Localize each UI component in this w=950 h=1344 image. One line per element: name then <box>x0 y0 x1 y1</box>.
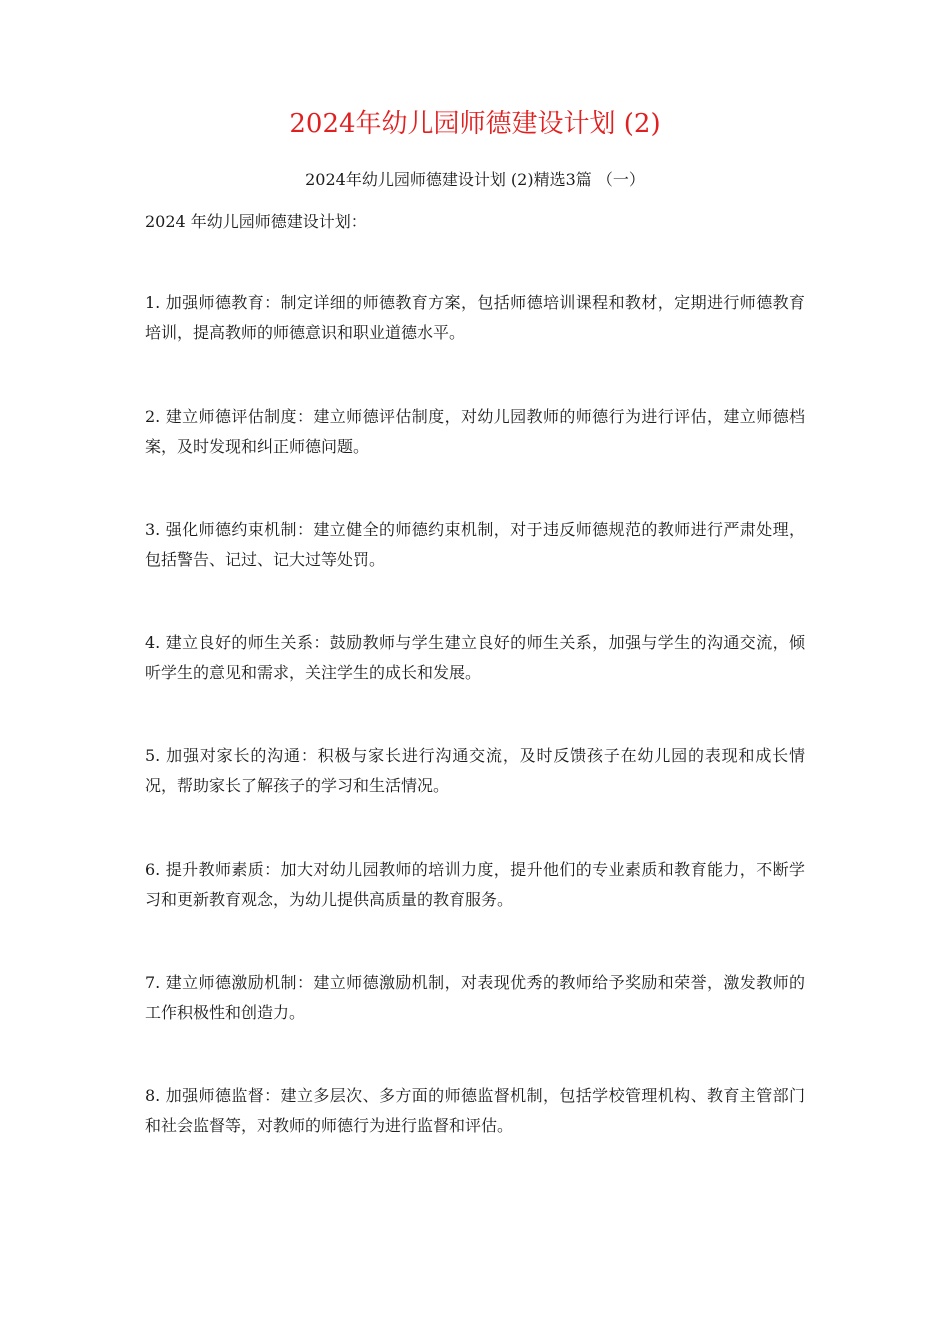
plan-item-1: 1. 加强师德教育：制定详细的师德教育方案，包括师德培训课程和教材，定期进行师德教育培训，提高教师的师德意识和职业道德水平。 <box>145 293 805 342</box>
document-title: 2024年幼儿园师德建设计划 (2) <box>289 109 661 139</box>
plan-item-5: 5. 加强对家长的沟通：积极与家长进行沟通交流，及时反馈孩子在幼儿园的表现和成长情况，帮助家长了解孩子的学习和生活情况。 <box>145 746 805 795</box>
plan-item-3: 3. 强化师德约束机制：建立健全的师德约束机制，对于违反师德规范的教师进行严肃处理，包括警告、记过、记大过等处罚。 <box>145 520 805 569</box>
plan-item-6: 6. 提升教师素质：加大对幼儿园教师的培训力度，提升他们的专业素质和教育能力，不断学习和更新教育观念，为幼儿提供高质量的教育服务。 <box>145 860 805 909</box>
plan-item-8: 8. 加强师德监督：建立多层次、多方面的师德监督机制，包括学校管理机构、教育主管部门和社会监督等，对教师的师德行为进行监督和评估。 <box>145 1086 805 1135</box>
plan-item-2: 2. 建立师德评估制度：建立师德评估制度，对幼儿园教师的师德行为进行评估，建立师德档案，及时发现和纠正师德问题。 <box>145 407 805 456</box>
plan-item-4: 4. 建立良好的师生关系：鼓励教师与学生建立良好的师生关系，加强与学生的沟通交流，倾听学生的意见和需求，关注学生的成长和发展。 <box>145 633 805 682</box>
document-subtitle: 2024年幼儿园师德建设计划 (2)精选3篇 （一） <box>305 170 645 189</box>
intro-line: 2024 年幼儿园师德建设计划： <box>145 212 367 231</box>
plan-item-7: 7. 建立师德激励机制：建立师德激励机制，对表现优秀的教师给予奖励和荣誉，激发教师的工作积极性和创造力。 <box>145 973 805 1022</box>
